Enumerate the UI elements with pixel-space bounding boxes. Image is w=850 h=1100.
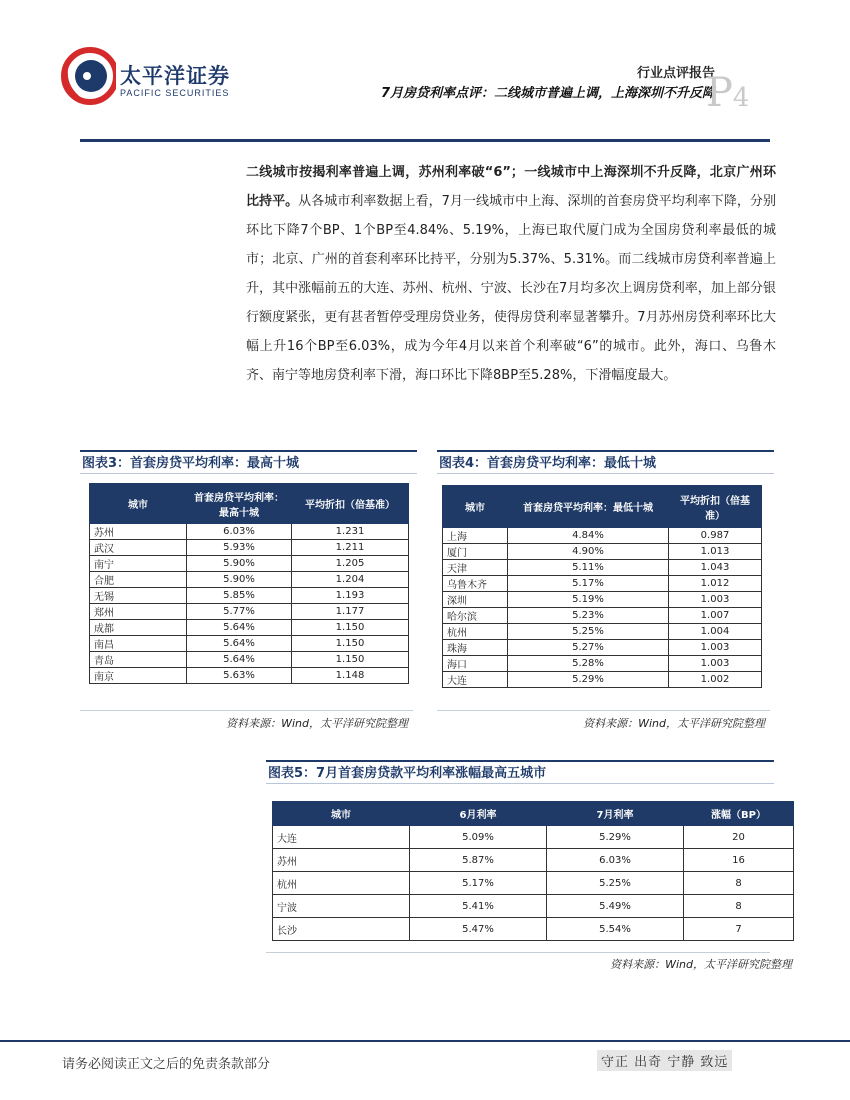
table-cell-city: 大连	[273, 826, 410, 849]
table-cell-value: 5.64%	[187, 636, 292, 652]
table-row	[443, 560, 762, 576]
table-cell-city: 长沙	[273, 918, 410, 941]
fig4-header-discount: 平均折扣（倍基准）	[669, 486, 762, 528]
table-cell-city: 海口	[443, 656, 508, 672]
table-cell-value: 5.77%	[187, 604, 292, 620]
report-type: 行业点评报告	[636, 66, 715, 81]
fig5-header-change: 涨幅（BP）	[684, 802, 794, 826]
table-row	[443, 656, 762, 672]
table-cell-city: 哈尔滨	[443, 608, 508, 624]
fig5-header-july: 7月利率	[547, 802, 684, 826]
table-row	[90, 572, 409, 588]
table-cell-city: 大连	[443, 672, 508, 688]
header-divider	[80, 139, 770, 142]
table-cell-value: 7	[684, 918, 794, 941]
table-cell-city: 无锡	[90, 588, 187, 604]
fig4-source: 资料来源：Wind，太平洋研究院整理	[583, 717, 765, 730]
table-row	[443, 592, 762, 608]
fig4-header-rate: 首套房贷平均利率：最低十城	[508, 486, 669, 528]
page-prefix: P	[706, 70, 733, 116]
table-cell-value: 5.25%	[508, 624, 669, 640]
table-cell-city: 南京	[90, 668, 187, 684]
table-row	[443, 672, 762, 688]
table-cell-value: 1.211	[292, 540, 409, 556]
table-cell-value: 5.64%	[187, 620, 292, 636]
fig5-rule	[266, 952, 770, 953]
table-cell-city: 上海	[443, 528, 508, 544]
table-row	[443, 624, 762, 640]
fig4-caption: 图表4：首套房贷平均利率：最低十城	[437, 450, 774, 474]
table-cell-value: 5.17%	[410, 872, 547, 895]
table-cell-city: 天津	[443, 560, 508, 576]
table-cell-value: 1.205	[292, 556, 409, 572]
footer-divider	[0, 1040, 850, 1042]
table-cell-value: 1.148	[292, 668, 409, 684]
fig5-header-city: 城市	[273, 802, 410, 826]
table-row	[90, 604, 409, 620]
table-cell-value: 1.004	[669, 624, 762, 640]
table-row	[273, 872, 794, 895]
table-cell-value: 8	[684, 872, 794, 895]
table-row	[443, 608, 762, 624]
table-cell-value: 8	[684, 895, 794, 918]
table-cell-value: 1.007	[669, 608, 762, 624]
table-cell-value: 1.204	[292, 572, 409, 588]
paragraph-text: 从各城市利率数据上看，7月一线城市中上海、深圳的首套房贷平均利率下降，分别环比下降7个BP、1个BP至4.84%、5.19%，上海已取代厦门成为全国房贷利率最低的城市；北京、广州的首套利率环比持平，分别为5.37%、5.31%。而二线城市房贷利率普遍上升，其中涨幅前五的大连、苏州、杭州、宁波、长沙在7月均多次上调房贷利率，加上部分银行额度紧张，更有甚者暂停受理房贷业务，使得房贷利率显著攀升。7月苏州房贷利率环比大幅上升16个BP至6.03%，成为今年4月以来首个利率破“6”的城市。此外，海口、乌鲁木齐、南宁等地房贷利率下滑，海口环比下降8BP至5.28%，下滑幅度最大。	[246, 194, 776, 383]
table-cell-value: 5.85%	[187, 588, 292, 604]
table-row	[90, 620, 409, 636]
table-cell-value: 1.150	[292, 652, 409, 668]
table-cell-city: 杭州	[273, 872, 410, 895]
page-digit: 4	[732, 83, 750, 113]
table-row	[443, 640, 762, 656]
fig5-source: 资料来源：Wind，太平洋研究院整理	[610, 958, 792, 971]
table-cell-city: 南昌	[90, 636, 187, 652]
fig3-rule	[80, 710, 413, 711]
table-cell-value: 5.47%	[410, 918, 547, 941]
table-row	[273, 895, 794, 918]
footer-motto: 守正 出奇 宁静 致远	[597, 1050, 732, 1071]
table-cell-city: 郑州	[90, 604, 187, 620]
table-cell-value: 5.19%	[508, 592, 669, 608]
table-row	[273, 849, 794, 872]
fig3-table	[89, 483, 409, 684]
fig3-header-city: 城市	[90, 484, 187, 524]
table-cell-value: 5.90%	[187, 572, 292, 588]
table-cell-city: 厦门	[443, 544, 508, 560]
table-cell-city: 宁波	[273, 895, 410, 918]
table-cell-value: 4.84%	[508, 528, 669, 544]
table-cell-value: 1.177	[292, 604, 409, 620]
page-number	[706, 70, 749, 116]
pacific-securities-logo-icon	[60, 46, 116, 106]
fig4-rule	[437, 710, 770, 711]
table-cell-value: 5.29%	[547, 826, 684, 849]
table-cell-value: 1.003	[669, 656, 762, 672]
table-cell-value: 5.11%	[508, 560, 669, 576]
table-row	[273, 826, 794, 849]
table-cell-city: 合肥	[90, 572, 187, 588]
table-cell-value: 5.49%	[547, 895, 684, 918]
table-cell-city: 杭州	[443, 624, 508, 640]
table-cell-value: 1.043	[669, 560, 762, 576]
table-cell-value: 6.03%	[187, 524, 292, 540]
table-cell-value: 6.03%	[547, 849, 684, 872]
fig5-header-june: 6月利率	[410, 802, 547, 826]
table-cell-value: 5.54%	[547, 918, 684, 941]
table-row	[443, 576, 762, 592]
brand-name-en: PACIFIC SECURITIES	[120, 88, 230, 98]
table-cell-value: 1.231	[292, 524, 409, 540]
table-cell-value: 5.64%	[187, 652, 292, 668]
table-cell-value: 0.987	[669, 528, 762, 544]
table-cell-value: 5.17%	[508, 576, 669, 592]
table-row	[90, 588, 409, 604]
table-cell-city: 苏州	[273, 849, 410, 872]
brand-name-cn: 太平洋证券	[120, 64, 230, 88]
fig3-header-rate: 首套房贷平均利率：最高十城	[187, 484, 292, 524]
table-cell-city: 南宁	[90, 556, 187, 572]
report-title: 7月房贷利率点评：二线城市普遍上调，上海深圳不升反降	[380, 86, 715, 101]
table-row	[443, 528, 762, 544]
table-cell-value: 5.41%	[410, 895, 547, 918]
table-cell-value: 5.93%	[187, 540, 292, 556]
table-cell-value: 1.002	[669, 672, 762, 688]
fig5-table	[272, 801, 794, 941]
table-cell-value: 1.150	[292, 636, 409, 652]
table-row	[90, 524, 409, 540]
table-cell-value: 5.63%	[187, 668, 292, 684]
fig3-header-discount: 平均折扣（倍基准）	[292, 484, 409, 524]
body-paragraph	[246, 158, 776, 390]
table-cell-value: 1.003	[669, 640, 762, 656]
paragraph-lead: 二线城市按揭利率普遍上调，苏州利率破“6”；一线城市中上海深圳不升反降，北京广州环比持平。	[246, 165, 776, 209]
table-cell-city: 深圳	[443, 592, 508, 608]
table-cell-value: 5.09%	[410, 826, 547, 849]
table-cell-city: 武汉	[90, 540, 187, 556]
table-cell-city: 珠海	[443, 640, 508, 656]
table-cell-value: 16	[684, 849, 794, 872]
table-cell-city: 青岛	[90, 652, 187, 668]
table-cell-value: 1.003	[669, 592, 762, 608]
table-cell-value: 1.013	[669, 544, 762, 560]
table-cell-value: 1.193	[292, 588, 409, 604]
table-cell-value: 1.012	[669, 576, 762, 592]
table-row	[90, 556, 409, 572]
fig5-caption: 图表5：7月首套房贷款平均利率涨幅最高五城市	[266, 760, 774, 784]
table-row	[90, 636, 409, 652]
fig3-caption: 图表3：首套房贷平均利率：最高十城	[80, 450, 417, 474]
fig4-table	[442, 485, 762, 688]
table-row	[90, 540, 409, 556]
table-cell-value: 5.23%	[508, 608, 669, 624]
table-cell-value: 1.150	[292, 620, 409, 636]
table-row	[273, 918, 794, 941]
table-cell-city: 苏州	[90, 524, 187, 540]
table-cell-value: 4.90%	[508, 544, 669, 560]
footer-disclaimer: 请务必阅读正文之后的免责条款部分	[62, 1057, 271, 1072]
table-cell-value: 5.29%	[508, 672, 669, 688]
fig4-header-city: 城市	[443, 486, 508, 528]
table-cell-value: 5.90%	[187, 556, 292, 572]
fig3-source: 资料来源：Wind，太平洋研究院整理	[226, 717, 408, 730]
table-cell-value: 20	[684, 826, 794, 849]
table-row	[443, 544, 762, 560]
table-cell-value: 5.25%	[547, 872, 684, 895]
table-cell-value: 5.87%	[410, 849, 547, 872]
table-cell-value: 5.27%	[508, 640, 669, 656]
table-row	[90, 668, 409, 684]
table-cell-city: 成都	[90, 620, 187, 636]
table-row	[90, 652, 409, 668]
table-cell-value: 5.28%	[508, 656, 669, 672]
table-cell-city: 乌鲁木齐	[443, 576, 508, 592]
